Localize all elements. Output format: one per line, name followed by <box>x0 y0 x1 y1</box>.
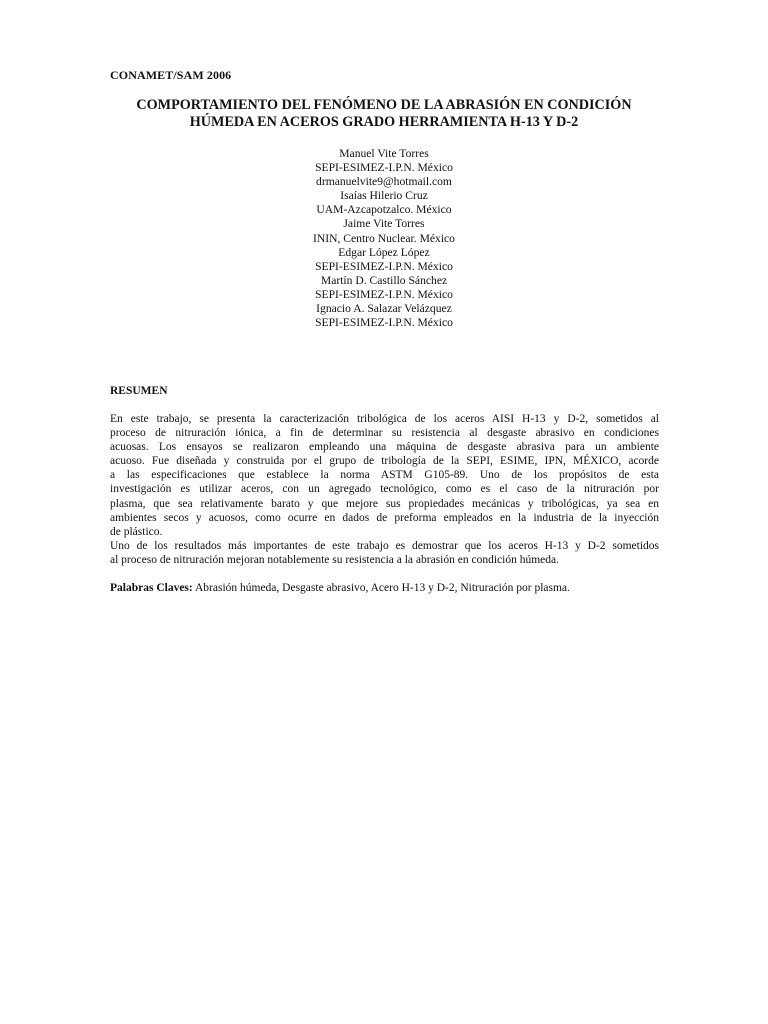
abstract-line: de plástico. <box>110 525 163 538</box>
abstract-line: Uno de los resultados más importantes de este trabajo es demostrar que los aceros H-13 y D-2 sometidos <box>110 539 659 552</box>
conference-header: CONAMET/SAM 2006 <box>110 68 232 82</box>
abstract-line: proceso de nitruración iónica, a fin de determinar su resistencia al desgaste abrasivo en condiciones <box>110 427 659 440</box>
author-line: drmanuelvite9@hotmail.com <box>316 175 452 189</box>
keywords-label: Palabras Claves: <box>110 582 193 594</box>
abstract-line: al proceso de nitruración mejoran notablemente su resistencia a la abrasión en condición húmeda. <box>110 553 559 566</box>
abstract-line: En este trabajo, se presenta la caracterización tribológica de los aceros AISI H-13 y D-2, sometidos al <box>110 413 659 425</box>
author-block <box>234 147 534 330</box>
abstract-line: acuoso. Fue diseñada y construida por el grupo de tribología de la SEPI, ESIME, IPN, MÉXICO, acorde <box>110 455 659 468</box>
author-line: SEPI-ESIMEZ-I.P.N. México <box>315 161 453 175</box>
paper-title-line: COMPORTAMIENTO DEL FENÓMENO DE LA ABRASIÓN EN CONDICIÓN <box>136 97 632 113</box>
author-line: ININ, Centro Nuclear. México <box>313 231 455 245</box>
author-line: Manuel Vite Torres <box>339 147 429 160</box>
abstract-line: investigación es utilizar aceros, con un agregado tecnológico, como es el caso de la nitruración por <box>110 483 659 496</box>
author-line: SEPI-ESIMEZ-I.P.N. México <box>315 316 453 330</box>
author-line: Ignacio A. Salazar Velázquez <box>316 302 452 316</box>
author-line: SEPI-ESIMEZ-I.P.N. México <box>315 259 453 273</box>
keywords-text: Abrasión húmeda, Desgaste abrasivo, Acero H-13 y D-2, Nitruración por plasma. <box>192 582 570 594</box>
author-line: Martín D. Castillo Sánchez <box>320 273 448 287</box>
abstract-body <box>110 412 659 567</box>
abstract-line: a las especificaciones que establece la norma ASTM G105-89. Uno de los propósitos de esta <box>110 469 659 482</box>
paper-title <box>100 97 668 131</box>
abstract-heading: RESUMEN <box>110 385 168 397</box>
author-line: UAM-Azcapotzalco. México <box>316 203 452 217</box>
abstract-line: acuosas. Los ensayos se realizaron empleando una máquina de desgaste abrasiva para un ambiente <box>110 441 659 454</box>
author-line: Isaías Hilerio Cruz <box>340 189 428 203</box>
keywords <box>110 581 670 595</box>
author-line: Edgar López López <box>338 245 430 259</box>
paper-title-line: HÚMEDA EN ACEROS GRADO HERRAMIENTA H-13 Y D-2 <box>189 114 579 130</box>
abstract-line: plasma, que sea relativamente barato y que mejore sus propiedades mecánicas y tribológicas, ya sea en <box>110 497 659 510</box>
author-line: SEPI-ESIMEZ-I.P.N. México <box>315 287 453 301</box>
abstract-line: ambientes secos y acuosos, como ocurre en dados de preforma empleados en la industria de la inyección <box>110 511 659 524</box>
author-line: Jaime Vite Torres <box>343 217 425 231</box>
